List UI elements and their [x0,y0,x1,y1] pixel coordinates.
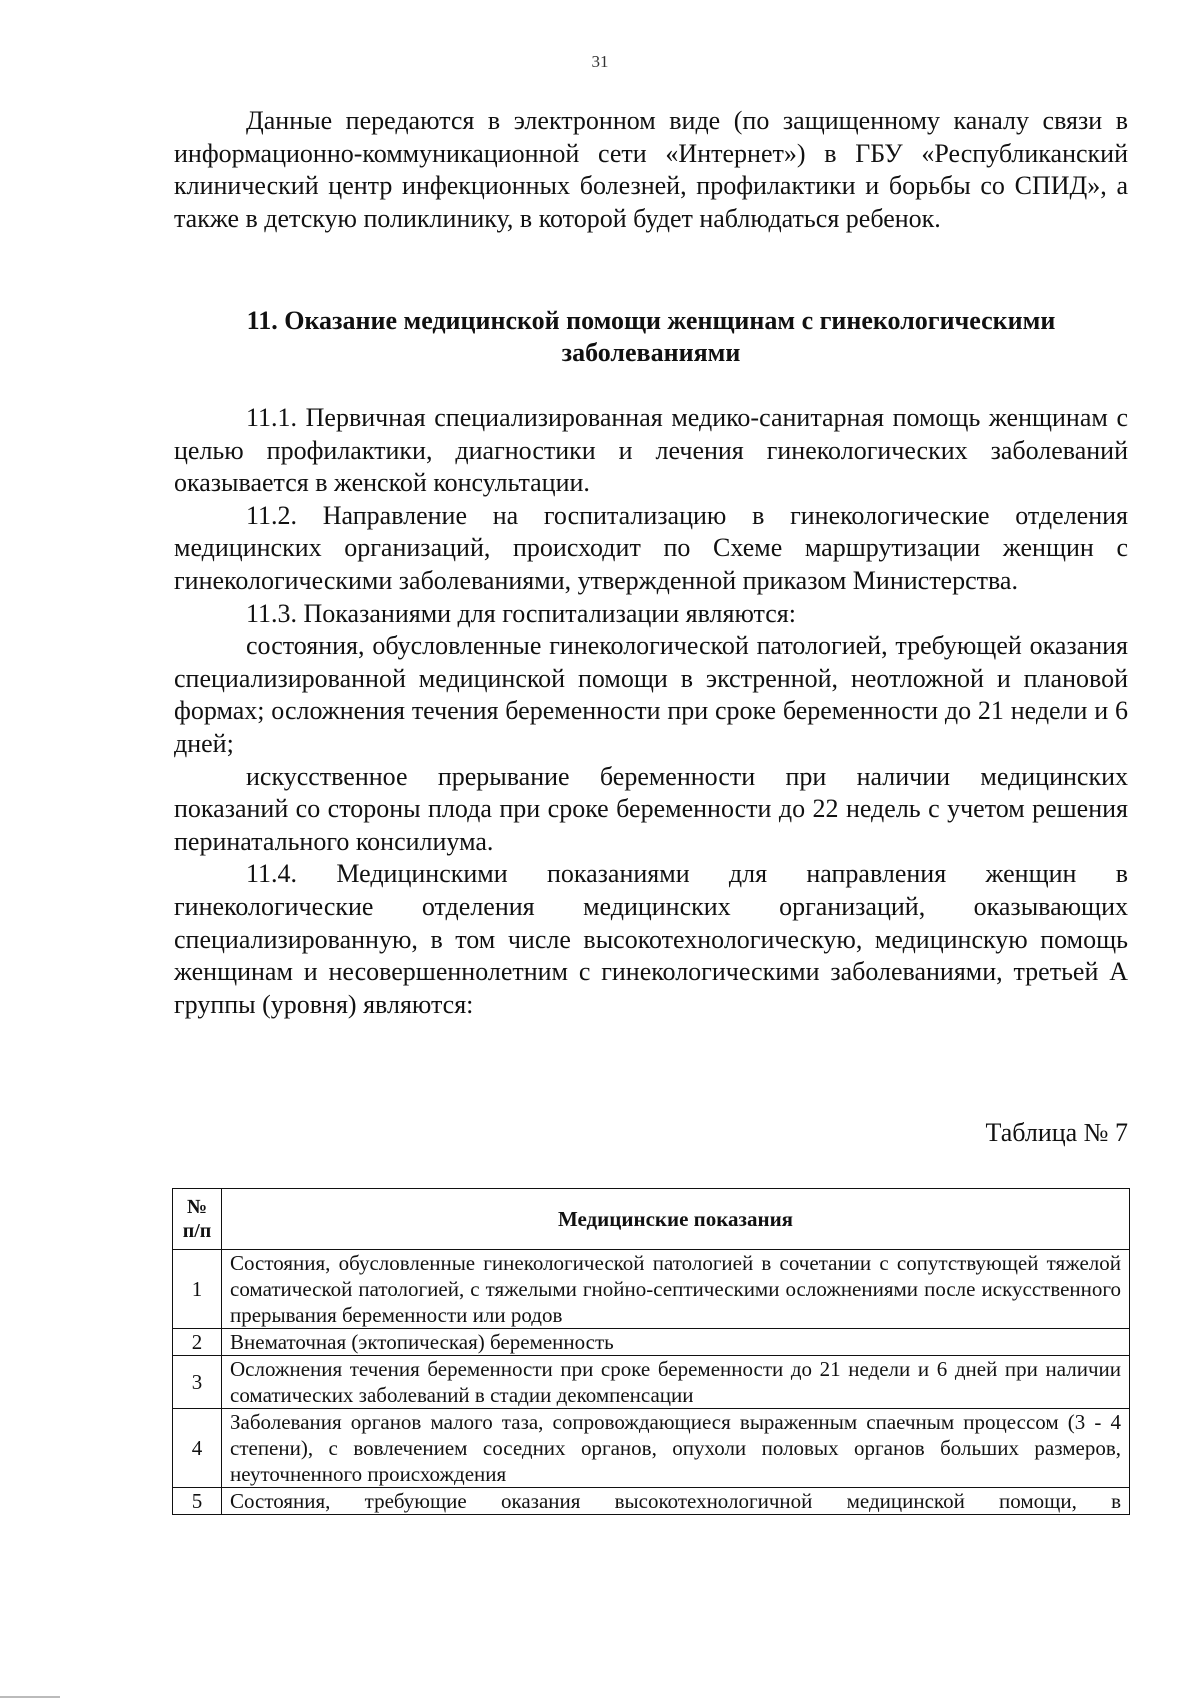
row-number: 4 [173,1409,222,1488]
paragraph-indication-2: искусственное прерывание беременности при наличии медицинских показаний со стороны плода при сроке беременности до 22 недель с учетом решения перинатального консилиума. [174,761,1128,856]
row-number: 3 [173,1356,222,1409]
row-number: 1 [173,1250,222,1329]
row-number: 2 [173,1329,222,1356]
table-row [173,1488,1130,1515]
row-number: 5 [173,1488,222,1515]
row-text: Состояния, требующие оказания высокотехнологичной медицинской помощи, в [222,1488,1130,1515]
scan-edge-mark [0,1686,60,1698]
header-num: № п/п [173,1189,222,1250]
table-row [173,1409,1130,1488]
table-header-row [173,1189,1130,1250]
table-row [173,1329,1130,1356]
page-number: 31 [591,52,609,71]
paragraph-11-4: 11.4. Медицинскими показаниями для направления женщин в гинекологические отделения медицинских организаций, оказывающих специализированную, в том числе высокотехнологическую, медицинскую помощь женщинам и несовершеннолетним с гинекологическими заболеваниями, третьей А группы (уровня) являются: [174,859,1128,1019]
paragraph-11-2: 11.2. Направление на госпитализацию в гинекологические отделения медицинских организаций, происходит по Схеме маршрутизации женщин с гинекологическими заболеваниями, утвержденной приказом Министерства. [174,500,1128,595]
table-row [173,1250,1130,1329]
section-heading-line2: заболеваниями [561,338,741,367]
intro-block [174,105,1128,235]
header-indications: Медицинские показания [222,1189,1130,1250]
paragraph-indication-1: состояния, обусловленные гинекологической патологией, требующей оказания специализированной медицинской помощи в экстренной, неотложной и плановой формах; осложнения течения беременности при сроке беременности до 21 недели и 6 дней; [174,631,1128,758]
paragraph-11-3: 11.3. Показаниями для госпитализации являются: [246,598,796,628]
body-text [174,402,1128,1021]
medical-indications-table [172,1188,1130,1515]
row-text: Внематочная (эктопическая) беременность [222,1329,1130,1356]
row-text: Осложнения течения беременности при сроке беременности до 21 недели и 6 дней при наличии соматических заболеваний в стадии декомпенсации [222,1356,1130,1409]
table-row [173,1356,1130,1409]
table-caption: Таблица № 7 [985,1118,1128,1147]
section-heading [174,305,1128,369]
row-text: Состояния, обусловленные гинекологической патологией в сочетании с сопутствующей тяжелой соматической патологией, с тяжелыми гнойно-септическими осложнениями после искусственного прерывания беременности или родов [222,1250,1130,1329]
intro-paragraph: Данные передаются в электронном виде (по защищенному каналу связи в информационно-коммуникационной сети «Интернет») в ГБУ «Республиканский клинический центр инфекционных болезней, профилактики и борьбы со СПИД», а также в детскую поликлинику, в которой будет наблюдаться ребенок. [174,106,1128,233]
section-heading-line1: 11. Оказание медицинской помощи женщинам с гинекологическими [246,306,1056,335]
row-text: Заболевания органов малого таза, сопровождающиеся выраженным спаечным процессом (3 - 4 степени), с вовлечением соседних органов, опухоли половых органов больших размеров, неуточненного происхождения [222,1409,1130,1488]
paragraph-11-1: 11.1. Первичная специализированная медико-санитарная помощь женщинам с целью профилактики, диагностики и лечения гинекологических заболеваний оказывается в женской консультации. [174,403,1128,498]
